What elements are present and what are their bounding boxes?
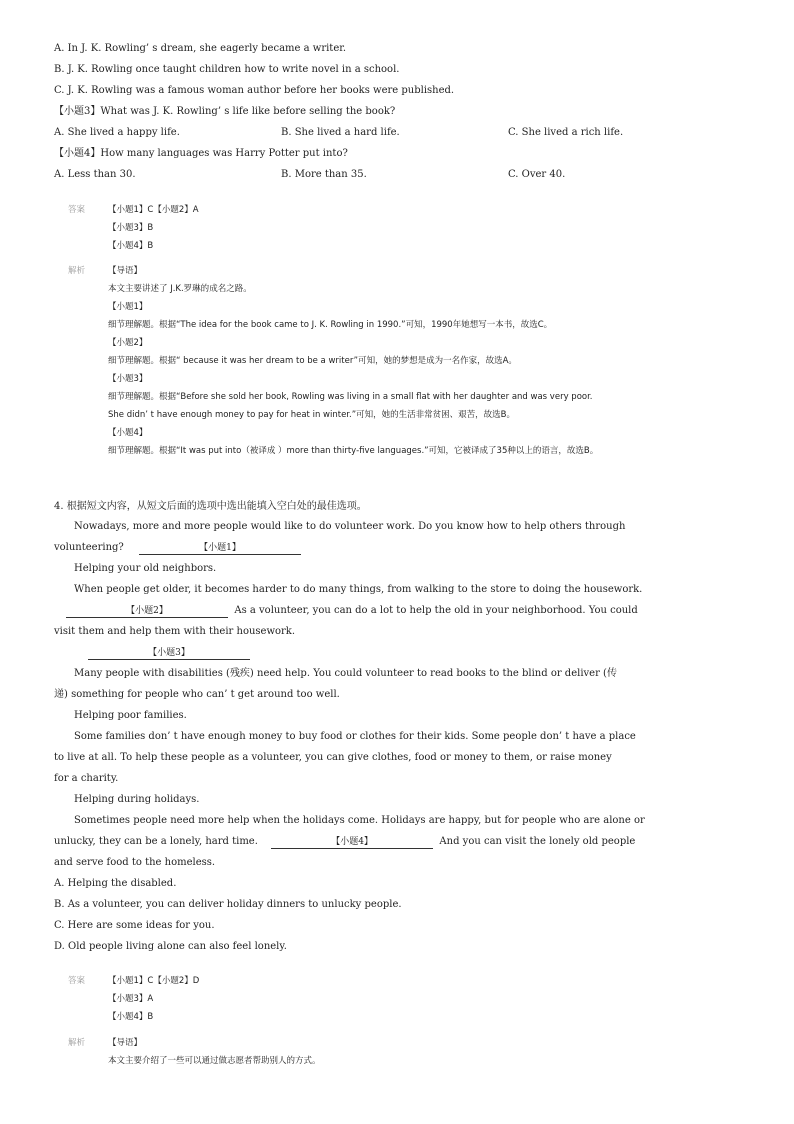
passage-line: to live at all. To help these people as a volunteer, you can give clothes, food or money to them, or raise money	[54, 752, 612, 763]
blank-3[interactable]: 【小题3】	[88, 648, 250, 660]
option-line: B. J. K. Rowling once taught children how to write novel in a school.	[54, 64, 400, 75]
passage-line: 递) something for people who can’ t get around too well.	[54, 689, 340, 700]
question-4-instruction: 4. 根据短文内容，从短文后面的选项中选出能填入空白处的最佳选项。	[54, 501, 367, 512]
passage-line: unlucky, they can be a lonely, hard time. 【小题4】 And you can visit the lonely old people	[54, 836, 636, 847]
option-line: C. J. K. Rowling was a famous woman author before her books were published.	[54, 85, 455, 96]
blank-4[interactable]: 【小题4】	[271, 837, 433, 849]
analysis-line: She didn’ t have enough money to pay for heat in winter.”可知，她的生活非常贫困、艰苦，故选B。	[108, 410, 515, 420]
analysis-line: 【小题4】	[108, 428, 148, 438]
sub-question-4-option-a: A. Less than 30.	[54, 169, 136, 180]
passage-line: Sometimes people need more help when the holidays come. Holidays are happy, but for people who are alone or	[74, 815, 645, 826]
analysis-line: 【小题2】	[108, 338, 148, 348]
sub-question-4-stem: 【小题4】How many languages was Harry Potter put into?	[54, 148, 348, 159]
analysis-line: 细节理解题。根据“It was put into（被译成 ）more than thirty-five languages.”可知，它被译成了35种以上的语言，故选B。	[108, 446, 599, 456]
answer-label: 答案	[68, 205, 86, 215]
analysis-line: 【导语】	[108, 1038, 143, 1048]
analysis-label: 解析	[68, 266, 86, 276]
analysis-line: 细节理解题。根据“The idea for the book came to J. K. Rowling in 1990.”可知，1990年她想写一本书，故选C。	[108, 320, 553, 330]
passage-line: Many people with disabilities (残疾) need help. You could volunteer to read books to the blind or deliver (传	[74, 668, 617, 679]
analysis-line: 细节理解题。根据“ because it was her dream to be a writer”可知，她的梦想是成为一名作家，故选A。	[108, 356, 517, 366]
answer-label: 答案	[68, 976, 86, 986]
blank-2[interactable]: 【小题2】	[66, 606, 228, 618]
option-line: B. As a volunteer, you can deliver holiday dinners to unlucky people.	[54, 899, 402, 910]
answer-line: 【小题4】B	[108, 1012, 154, 1022]
option-line: A. In J. K. Rowling’ s dream, she eagerly became a writer.	[54, 43, 347, 54]
passage-heading: Helping your old neighbors.	[74, 563, 217, 574]
passage-line: Nowadays, more and more people would like to do volunteer work. Do you know how to help others through	[74, 521, 626, 532]
sub-question-3-option-c: C. She lived a rich life.	[508, 127, 624, 138]
sub-question-3-option-b: B. She lived a hard life.	[281, 127, 400, 138]
sub-question-3-stem: 【小题3】What was J. K. Rowling’ s life like before selling the book?	[54, 106, 396, 117]
answer-line: 【小题3】A	[108, 994, 154, 1004]
analysis-line: 【小题3】	[108, 374, 148, 384]
option-line: C. Here are some ideas for you.	[54, 920, 215, 931]
answer-line: 【小题1】C【小题2】D	[108, 976, 200, 986]
blank-1[interactable]: 【小题1】	[139, 543, 301, 555]
analysis-line: 【导语】	[108, 266, 143, 276]
analysis-label: 解析	[68, 1038, 86, 1048]
answer-line: 【小题3】B	[108, 223, 154, 233]
answer-line: 【小题1】C【小题2】A	[108, 205, 199, 215]
sub-question-4-option-c: C. Over 40.	[508, 169, 566, 180]
option-line: A. Helping the disabled.	[54, 878, 177, 889]
passage-line: Some families don’ t have enough money to buy food or clothes for their kids. Some people don’ t have a place	[74, 731, 636, 742]
passage-heading: Helping during holidays.	[74, 794, 200, 805]
passage-line: volunteering? 【小题1】	[54, 542, 301, 555]
analysis-line: 细节理解题。根据“Before she sold her book, Rowling was living in a small flat with her daughter and was very poor.	[108, 392, 593, 402]
passage-line: visit them and help them with their housework.	[54, 626, 296, 637]
analysis-line: 本文主要介绍了一些可以通过做志愿者帮助别人的方式。	[108, 1056, 321, 1066]
sub-question-3-option-a: A. She lived a happy life.	[54, 127, 180, 138]
sub-question-4-option-b: B. More than 35.	[281, 169, 367, 180]
passage-heading: Helping poor families.	[74, 710, 187, 721]
passage-line: and serve food to the homeless.	[54, 857, 216, 868]
passage-line: 【小题2】 As a volunteer, you can do a lot to help the old in your neighborhood. You could	[66, 605, 638, 618]
passage-line: When people get older, it becomes harder to do many things, from walking to the store to doing the housework.	[74, 584, 643, 595]
passage-line: for a charity.	[54, 773, 119, 784]
option-line: D. Old people living alone can also feel lonely.	[54, 941, 287, 952]
analysis-line: 本文主要讲述了 J.K.罗琳的成名之路。	[108, 284, 252, 294]
analysis-line: 【小题1】	[108, 302, 148, 312]
passage-line	[88, 647, 250, 660]
answer-line: 【小题4】B	[108, 241, 154, 251]
